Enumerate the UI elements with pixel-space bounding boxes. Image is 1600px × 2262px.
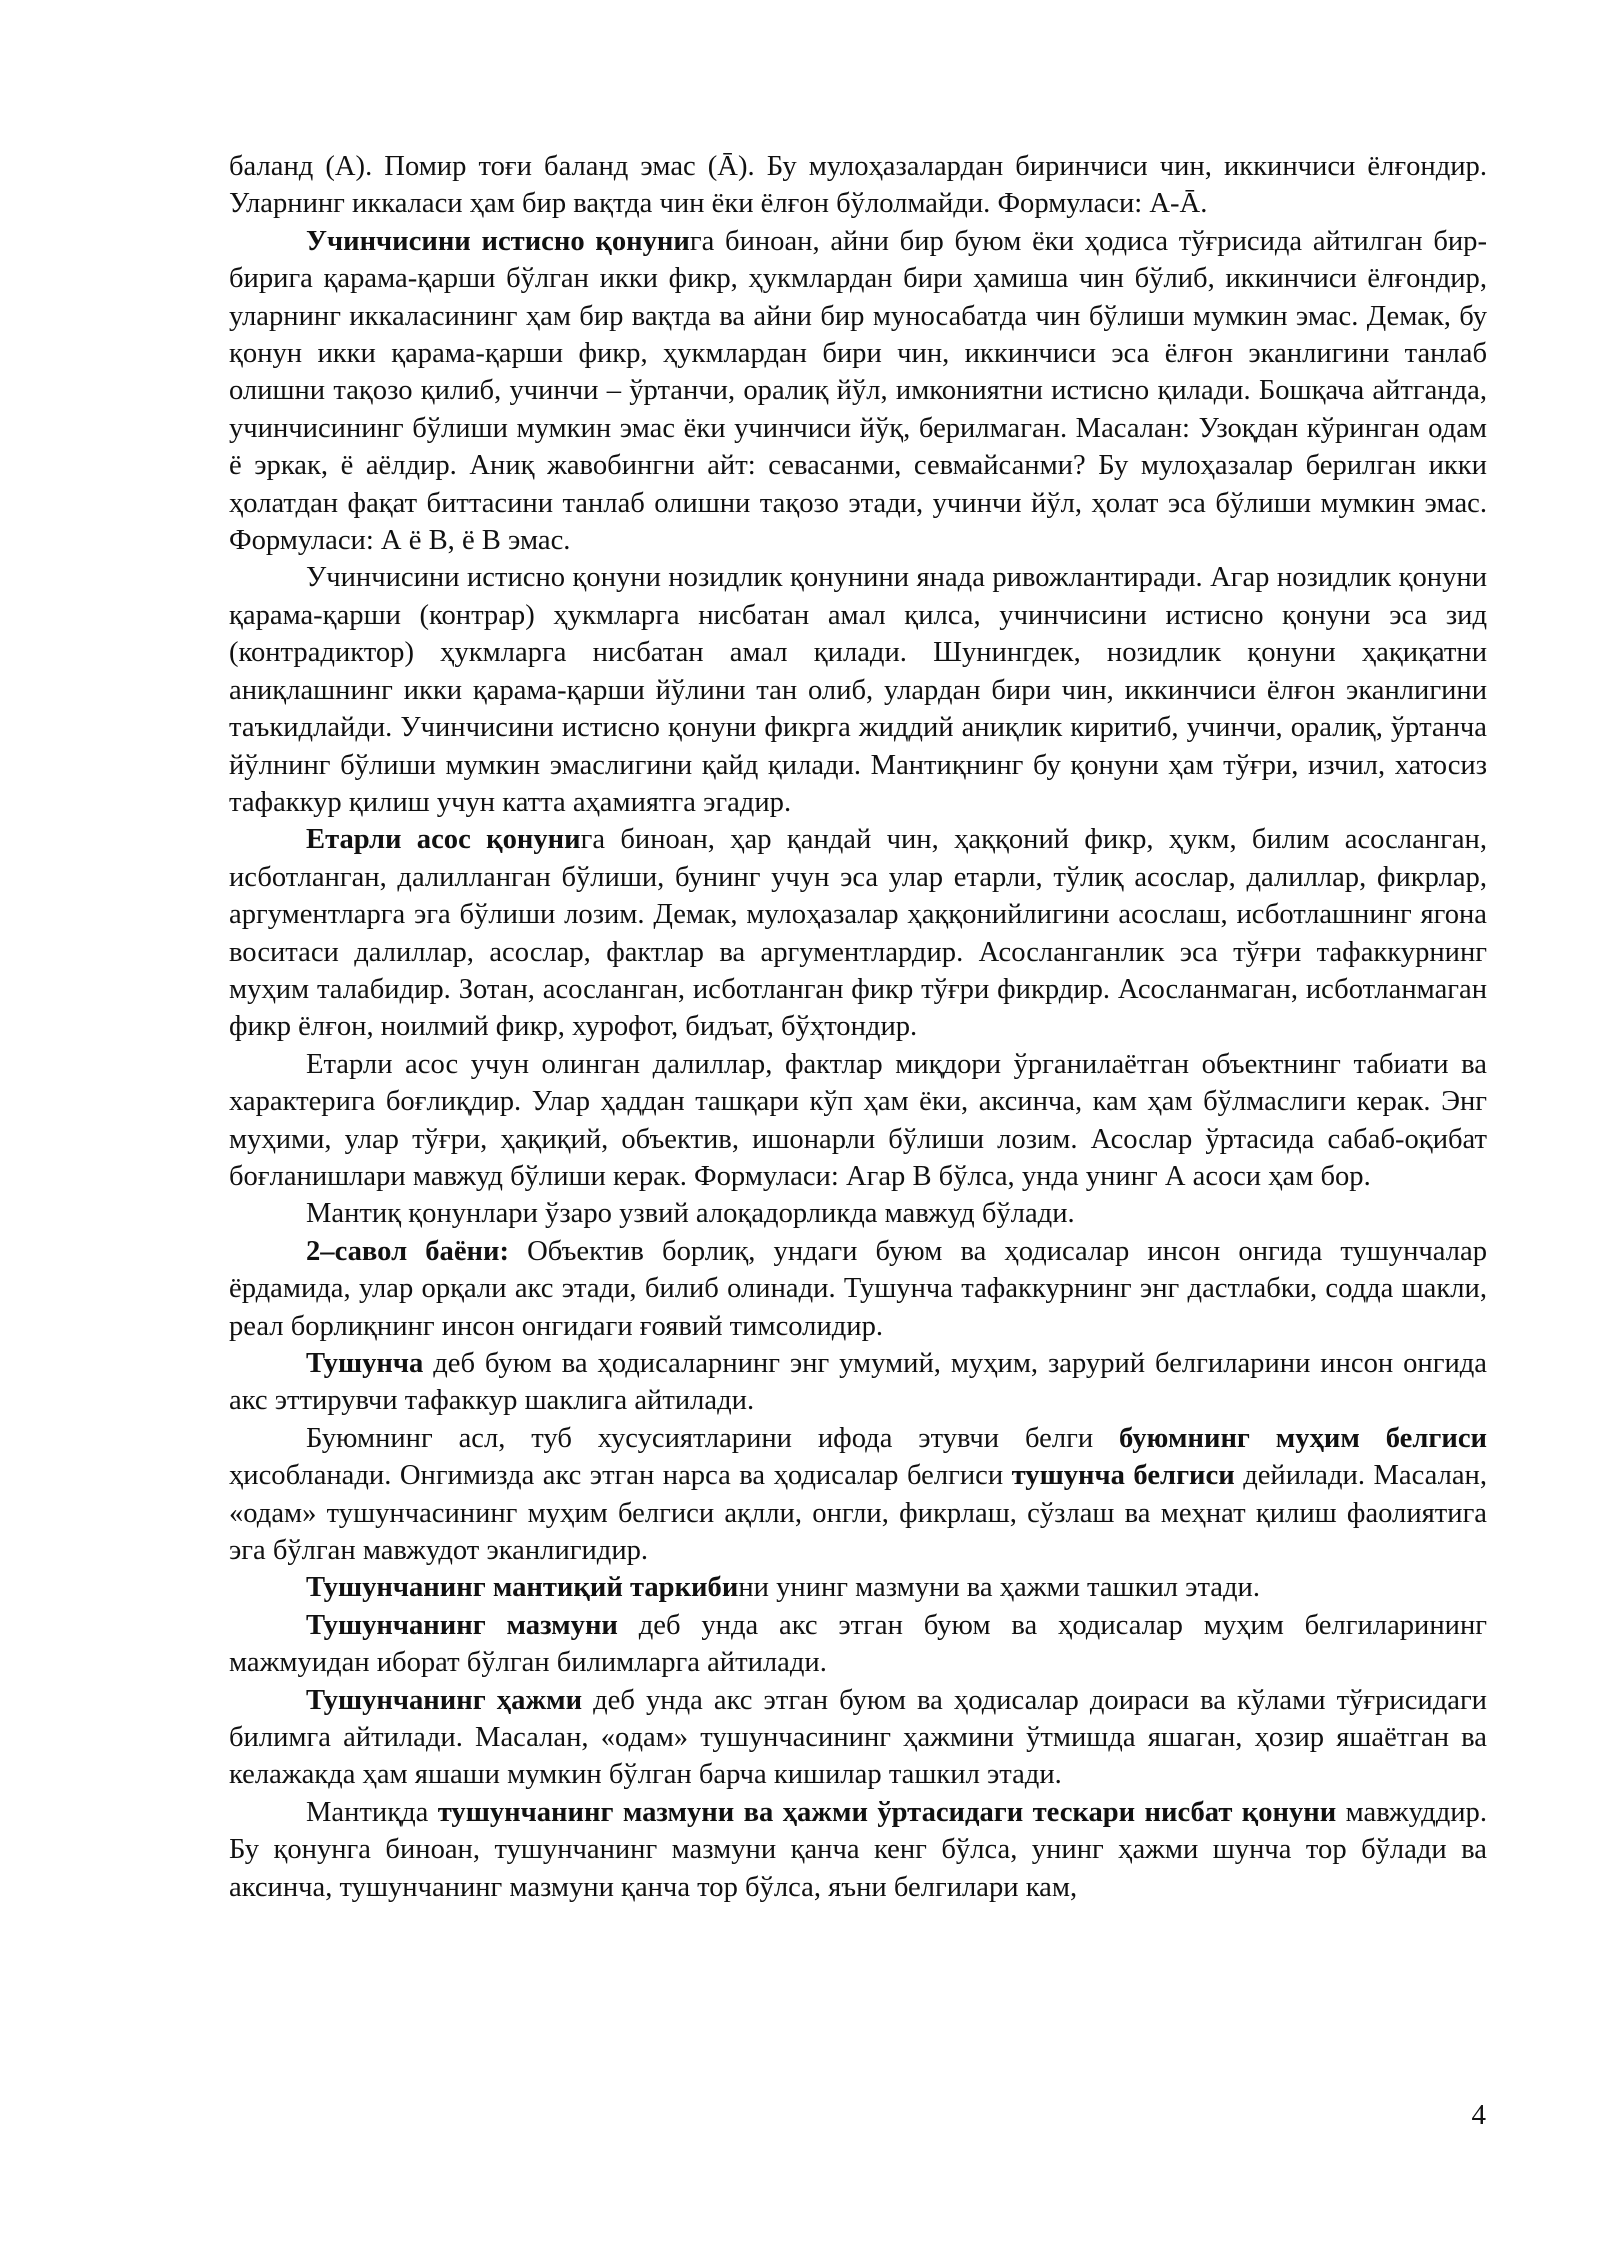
- paragraph: [229, 1233, 1487, 1345]
- bold-term: тушунча белгиси: [1011, 1460, 1235, 1492]
- paragraph: [229, 1046, 1487, 1196]
- paragraph: [229, 1420, 1487, 1570]
- bold-term: Тушунча: [306, 1348, 424, 1379]
- paragraph-text: Мантиқ қонунлари ўзаро узвий алоқадорликда мавжуд бўлади.: [306, 1198, 1075, 1230]
- bold-term: Етарли асос қонуни: [306, 824, 581, 856]
- paragraph-text: Учинчисини истисно қонуни нозидлик қонунини янада ривожлантиради. Агар нозидлик қонуни қарама-қарши (контрар) ҳукмларга нисбатан амал қилса, учинчисини истисно қонуни эса зид (контрадиктор) ҳукмларга нисбатан амал қилади. Шунингдек, нозидлик қонуни ҳақиқатни аниқлашнинг икки қарама-қарши йўлини тан олиб, улардан бири чин, иккинчиси ёлғон эканлигини таъкидлайди. Учинчисини истисно қонуни фикрга жиддий аниқлик киритиб, учинчи, оралиқ, ўртанча йўлнинг бўлиши мумкин эмаслигини қайд қилади. Мантиқнинг бу қонуни ҳам тўғри, изчил, хатосиз тафаккур қилиш учун катта аҳамиятга эгадир.: [229, 562, 1487, 818]
- bold-term: 2–савол баёни:: [306, 1235, 510, 1267]
- page-number: 4: [1471, 2099, 1486, 2131]
- paragraph-text: деб унда акс этган буюм ва ҳодисалар муҳим белгиларининг мажмуидан иборат бўлган билимларга айтилади.: [229, 1609, 1487, 1679]
- paragraph-text: мавжуддир. Бу қонунга биноан, тушунчанинг мазмуни қанча кенг бўлса, унинг ҳажми шунча тор бўлади ва аксинча, тушунчанинг мазмуни қанча тор бўлса, яъни белгилари кам,: [229, 1796, 1488, 1903]
- bold-term: буюмнинг муҳим белгиси: [1119, 1422, 1487, 1454]
- paragraph-text: баланд (А). Помир тоғи баланд эмас (Ā). Бу мулоҳазалардан биринчиси чин, иккинчиси ёлғондир. Уларнинг иккаласи ҳам бир вақтда чин ёки ёлғон бўлолмайди. Формуласи: А-Ā.: [229, 151, 1487, 220]
- bold-term: Учинчисини истисно қонуни: [306, 225, 690, 257]
- paragraph-text: Буюмнинг асл, туб хусусиятларини ифода этувчи белги: [306, 1422, 1120, 1454]
- paragraph: [229, 559, 1487, 821]
- paragraph-text: деб буюм ва ҳодисаларнинг энг умумий, муҳим, зарурий белгиларини инсон онгида акс эттирувчи тафаккур шаклига айтилади.: [229, 1348, 1487, 1417]
- bold-term: Тушунчанинг ҳажми: [306, 1684, 583, 1716]
- paragraph-text: га биноан, айни бир буюм ёки ҳодиса тўғрисида айтилган бир-бирига қарама-қарши бўлган икки фикр, ҳукмлардан бири ҳамиша чин бўлиб, иккинчиси ёлғондир, уларнинг иккаласининг ҳам бир вақтда ва айни бир муносабатда чин бўлиши мумкин эмас. Демак, бу қонун икки қарама-қарши фикр, ҳукмлардан бири чин, иккинчиси эса ёлғон эканлигини танлаб олишни тақозо қилиб, учинчи – ўртанчи, оралиқ йўл, имкониятни истисно қилади. Бошқача айтганда, учинчисининг бўлиши мумкин эмас ёки учинчиси йўқ, берилмаган. Масалан: Узоқдан кўринган одам ё эркак, ё аёлдир. Аниқ жавобингни айт: севасанми, севмайсанми? Бу мулоҳазалар берилган икки ҳолатдан фақат биттасини танлаб олишни тақозо этади, учинчи йўл, ҳолат эса бўлиши мумкин эмас. Формуласи: А ё В, ё В эмас.: [229, 225, 1488, 557]
- paragraph-text: Мантиқда: [306, 1796, 438, 1828]
- paragraph-text: ни унинг мазмуни ва ҳажми ташкил этади.: [738, 1572, 1260, 1604]
- bold-term: тушунчанинг мазмуни ва ҳажми ўртасидаги тескари нисбат қонуни: [437, 1796, 1337, 1828]
- paragraph-text: деб унда акс этган буюм ва ҳодисалар доираси ва кўлами тўғрисидаги билимга айтилади. Масалан, «одам» тушунчасининг ҳажмини ўтмишда яшаган, ҳозир яшаётган ва келажакда ҳам яшаши мумкин бўлган барча кишилар ташкил этади.: [229, 1684, 1487, 1791]
- paragraph-text: Объектив борлиқ, ундаги буюм ва ҳодисалар инсон онгида тушунчалар ёрдамида, улар орқали акс этади, билиб олинади. Тушунча тафаккурнинг энг дастлабки, содда шакли, реал борлиқнинг инсон онгидаги ғоявий тимсолидир.: [229, 1235, 1487, 1342]
- document-page: [229, 148, 1487, 1906]
- paragraph-text: ҳисобланади. Онгимизда акс этган нарса ва ҳодисалар белгиси: [229, 1460, 1012, 1492]
- bold-term: Тушунчанинг мантиқий таркиби: [306, 1572, 739, 1604]
- paragraph: [229, 821, 1487, 1045]
- bold-term: Тушунчанинг мазмуни: [306, 1609, 618, 1641]
- paragraph: [229, 148, 1487, 223]
- paragraph-text: дейилади. Масалан, «одам» тушунчасининг муҳим белгиси ақлли, онгли, фикрлаш, сўзлаш ва меҳнат қилиш фаолиятига эга бўлган мавжудот эканлигидир.: [229, 1460, 1487, 1567]
- paragraph-text: Етарли асос учун олинган далиллар, фактлар миқдори ўрганилаётган объектнинг табиати ва характерига боғлиқдир. Улар ҳаддан ташқари кўп ҳам ёки, аксинча, кам ҳам бўлмаслиги керак. Энг муҳими, улар тўғри, ҳақиқий, объектив, ишонарли бўлиши лозим. Асослар ўртасида сабаб-оқибат боғланишлари мавжуд бўлиши керак. Формуласи: Агар В бўлса, унда унинг А асоси ҳам бор.: [229, 1048, 1487, 1192]
- paragraph: [229, 1345, 1487, 1420]
- paragraph-text: га биноан, ҳар қандай чин, ҳаққоний фикр, ҳукм, билим асосланган, исботланган, далилланган бўлиши, бунинг учун эса улар етарли, тўлиқ асослар, далиллар, фикрлар, аргументларга эга бўлиши лозим. Демак, мулоҳазалар ҳаққонийлигини асослаш, исботлашнинг ягона воситаси далиллар, асослар, фактлар ва аргументлардир. Асосланганлик эса тўғри тафаккурнинг муҳим талабидир. Зотан, асосланган, исботланган фикр тўғри фикрдир. Асосланмаган, исботланмаган фикр ёлғон, ноилмий фикр, хурофот, бидъат, бўҳтондир.: [229, 824, 1487, 1043]
- paragraph: [229, 1607, 1487, 1682]
- paragraph: [229, 1794, 1487, 1906]
- paragraph: [229, 223, 1487, 560]
- paragraph: [229, 1682, 1487, 1794]
- paragraph: [229, 1195, 1487, 1232]
- paragraph: [229, 1569, 1487, 1606]
